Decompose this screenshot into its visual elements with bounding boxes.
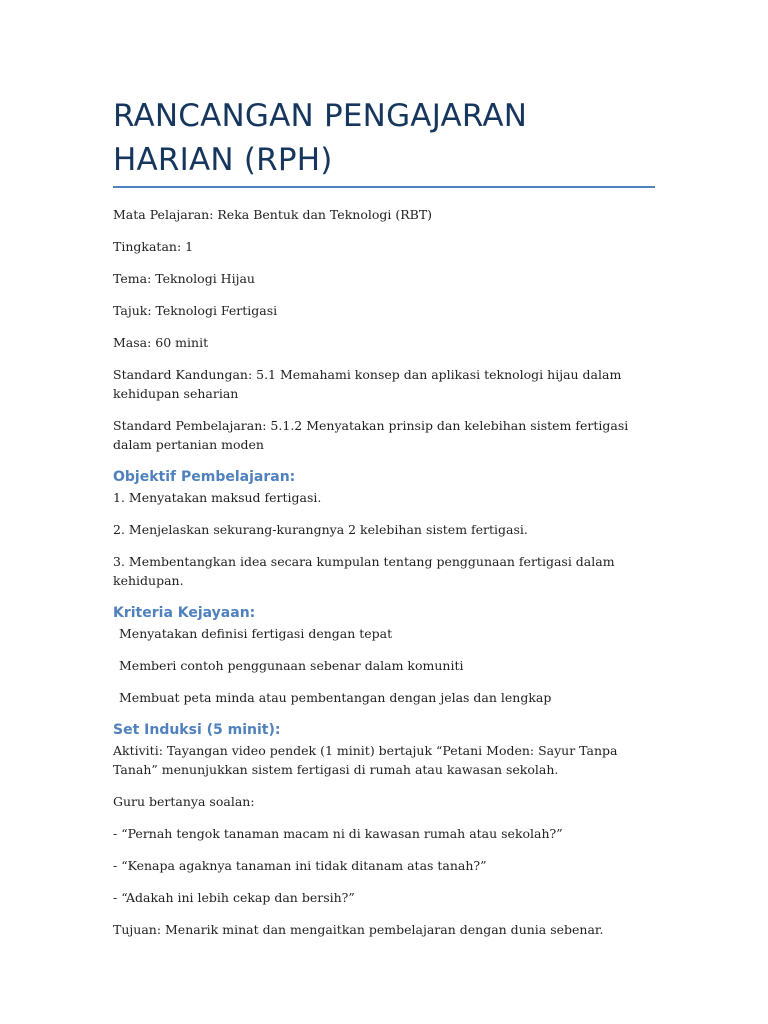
induksi-tujuan: Tujuan: Menarik minat dan mengaitkan pembelajaran dengan dunia sebenar. [113,922,604,937]
kriteria-item: Membuat peta minda atau pembentangan dengan jelas dan lengkap [119,690,552,705]
document-title: RANCANGAN PENGAJARAN HARIAN (RPH) [113,98,528,178]
info-section [113,205,658,454]
title-divider [113,186,655,188]
info-standard-kandungan: Standard Kandungan: 5.1 Memahami konsep dan aplikasi teknologi hijau dalam kehidupan seharian [113,367,622,401]
induksi-section [113,721,658,939]
info-tema: Tema: Teknologi Hijau [113,271,255,286]
info-standard-pembelajaran: Standard Pembelajaran: 5.1.2 Menyatakan prinsip dan kelebihan sistem fertigasi dalam pertanian moden [113,418,629,452]
info-tingkatan: Tingkatan: 1 [113,239,194,254]
kriteria-section [113,604,658,707]
kriteria-item: Memberi contoh penggunaan sebenar dalam komuniti [119,658,464,673]
document-page [113,94,658,952]
induksi-soalan-intro: Guru bertanya soalan: [113,794,255,809]
induksi-soalan-item: - “Kenapa agaknya tanaman ini tidak ditanam atas tanah?” [113,858,487,873]
info-tajuk: Tajuk: Teknologi Fertigasi [113,303,278,318]
kriteria-heading: Kriteria Kejayaan: [113,605,256,621]
info-mata-pelajaran: Mata Pelajaran: Reka Bentuk dan Teknologi (RBT) [113,207,433,222]
induksi-soalan-item: - “Pernah tengok tanaman macam ni di kawasan rumah atau sekolah?” [113,826,563,841]
objektif-heading: Objektif Pembelajaran: [113,469,296,485]
objektif-item: 3. Membentangkan idea secara kumpulan tentang penggunaan fertigasi dalam kehidupan. [113,554,615,588]
objektif-item: 2. Menjelaskan sekurang-kurangnya 2 kelebihan sistem fertigasi. [113,522,528,537]
info-masa: Masa: 60 minit [113,335,209,350]
induksi-soalan-item: - “Adakah ini lebih cekap dan bersih?” [113,890,355,905]
objektif-item: 1. Menyatakan maksud fertigasi. [113,490,322,505]
induksi-aktiviti: Aktiviti: Tayangan video pendek (1 minit) bertajuk “Petani Moden: Sayur Tanpa Tanah” menunjukkan sistem fertigasi di rumah atau kawasan sekolah. [113,743,618,777]
induksi-heading: Set Induksi (5 minit): [113,722,281,738]
objektif-section [113,468,658,590]
kriteria-item: Menyatakan definisi fertigasi dengan tepat [119,626,393,641]
